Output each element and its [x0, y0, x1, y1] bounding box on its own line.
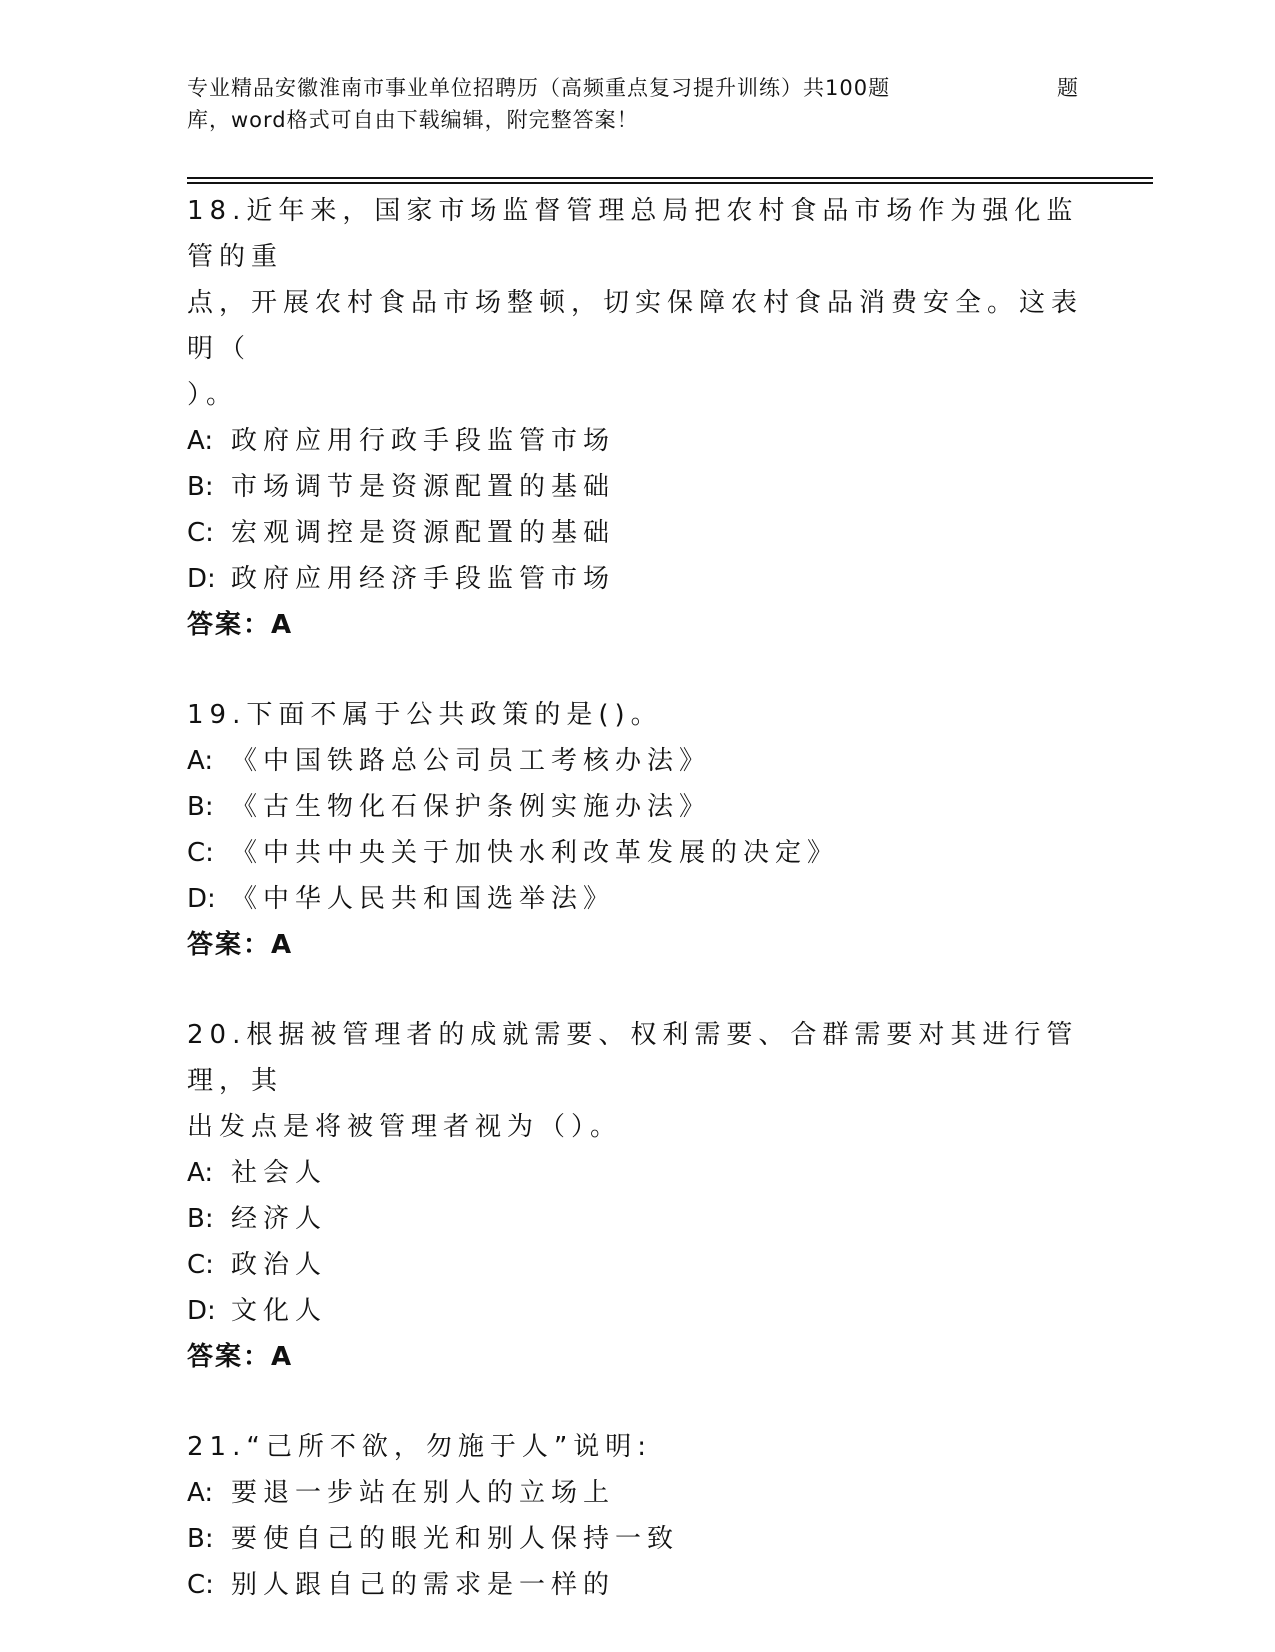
answer-key: 答案：A	[187, 1342, 294, 1372]
option-letter: D:	[187, 564, 216, 594]
option-letter: B:	[187, 1204, 214, 1234]
answer-option	[187, 830, 1087, 876]
answer-option	[187, 876, 1087, 922]
option-text: 《中华人民共和国选举法》	[231, 884, 616, 914]
question-text-line: 出发点是将被管理者视为（）。	[187, 1112, 623, 1142]
option-text: 政治人	[231, 1250, 328, 1280]
answer-option	[187, 1242, 1087, 1288]
answer-option	[187, 1150, 1087, 1196]
question-block	[187, 188, 1087, 648]
answer-option	[187, 1516, 1087, 1562]
option-letter: A:	[187, 1478, 214, 1508]
answer-option	[187, 510, 1087, 556]
question-text-line: ）。	[187, 380, 239, 410]
answer-option	[187, 1470, 1087, 1516]
header-divider-top	[187, 177, 1153, 179]
option-text: 社会人	[231, 1158, 328, 1188]
header-subtitle: 库，word格式可自由下载编辑，附完整答案！	[187, 108, 639, 132]
option-text: 《古生物化石保护条例实施办法》	[231, 792, 712, 822]
header-line-1	[187, 72, 1087, 104]
option-text: 《中国铁路总公司员工考核办法》	[231, 746, 712, 776]
option-letter: C:	[187, 838, 214, 868]
option-letter: A:	[187, 426, 214, 456]
question-text-line: 19.下面不属于公共政策的是()。	[187, 700, 663, 730]
option-text: 《中共中央关于加快水利改革发展的决定》	[231, 838, 840, 868]
option-letter: B:	[187, 792, 214, 822]
option-text: 政府应用行政手段监管市场	[231, 426, 616, 456]
header-title-tail: 题	[1057, 76, 1079, 100]
answer-option	[187, 1288, 1087, 1334]
option-letter: D:	[187, 884, 216, 914]
option-letter: B:	[187, 472, 214, 502]
option-letter: C:	[187, 518, 214, 548]
answer-option	[187, 784, 1087, 830]
answer-key: 答案：A	[187, 610, 294, 640]
option-text: 政府应用经济手段监管市场	[231, 564, 616, 594]
header-title: 专业精品安徽淮南市事业单位招聘历（高频重点复习提升训练）共100题	[187, 76, 891, 100]
answer-option	[187, 738, 1087, 784]
document-header	[187, 72, 1087, 136]
option-letter: C:	[187, 1250, 214, 1280]
option-letter: C:	[187, 1570, 214, 1600]
option-letter: A:	[187, 746, 214, 776]
option-letter: B:	[187, 1524, 214, 1554]
question-text-line: 21.“己所不欲，勿施于人”说明:	[187, 1432, 653, 1462]
question-block	[187, 692, 1087, 968]
option-text: 别人跟自己的需求是一样的	[231, 1570, 616, 1600]
option-text: 要退一步站在别人的立场上	[231, 1478, 616, 1508]
option-text: 经济人	[231, 1204, 328, 1234]
option-letter: D:	[187, 1296, 216, 1326]
option-letter: A:	[187, 1158, 214, 1188]
question-block	[187, 1012, 1087, 1380]
question-text-line: 20.根据被管理者的成就需要、权利需要、合群需要对其进行管理，其	[187, 1020, 1079, 1096]
question-text-line: 点，开展农村食品市场整顿，切实保障农村食品消费安全。这表明（	[187, 288, 1084, 364]
answer-option	[187, 1562, 1087, 1608]
answer-option	[187, 556, 1087, 602]
answer-option	[187, 418, 1087, 464]
option-text: 宏观调控是资源配置的基础	[231, 518, 616, 548]
question-text-line: 18.近年来，国家市场监督管理总局把农村食品市场作为强化监管的重	[187, 196, 1079, 272]
header-divider-bottom	[187, 182, 1153, 184]
option-text: 市场调节是资源配置的基础	[231, 472, 616, 502]
answer-option	[187, 464, 1087, 510]
answer-option	[187, 1196, 1087, 1242]
option-text: 文化人	[231, 1296, 328, 1326]
question-list	[187, 188, 1087, 1652]
answer-key: 答案：A	[187, 930, 294, 960]
option-text: 要使自己的眼光和别人保持一致	[231, 1524, 680, 1554]
question-block	[187, 1424, 1087, 1608]
